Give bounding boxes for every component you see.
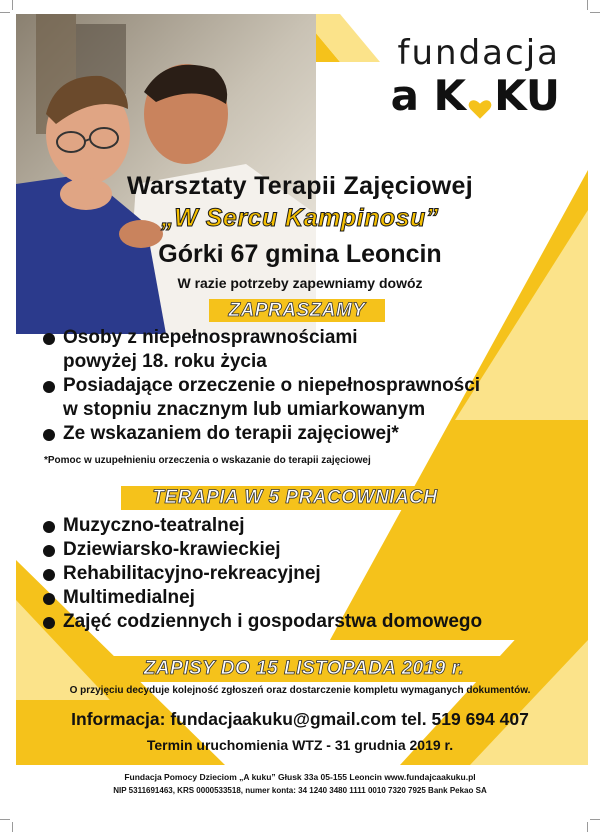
list-item: Ze wskazaniem do terapii zajęciowej* xyxy=(43,422,480,446)
start-date: Termin uruchomienia WTZ - 31 grudnia 2019 r. xyxy=(146,737,454,753)
logo-word-fundacja: fundacja xyxy=(397,33,560,73)
bullet-icon xyxy=(43,545,55,557)
fundacja-akuku-logo xyxy=(360,33,560,120)
list-item: Posiadające orzeczenie o niepełnosprawności w stopniu znacznym lub umiarkowanym xyxy=(43,374,480,422)
bullet-icon xyxy=(43,333,55,345)
list-item: Multimedialnej xyxy=(43,586,482,610)
list-item: Dziewiarsko-krawieckiej xyxy=(43,538,482,562)
bullet-icon xyxy=(43,429,55,441)
list-item: Rehabilitacyjno-rekreacyjnej xyxy=(43,562,482,586)
logo-word-akuku xyxy=(360,71,560,120)
bullet-icon xyxy=(43,569,55,581)
title-workshops: Warsztaty Terapii Zajęciowej xyxy=(126,172,473,200)
heart-icon xyxy=(467,86,493,112)
bullet-icon xyxy=(43,617,55,629)
address: Górki 67 gmina Leoncin xyxy=(158,240,442,268)
bullet-icon xyxy=(43,521,55,533)
title-kampinos: „W Sercu Kampinosu” xyxy=(161,204,439,232)
bullet-icon xyxy=(43,381,55,393)
list-item: Zajęć codziennych i gospodarstwa domowego xyxy=(43,610,482,634)
list-item: Osoby z niepełnosprawnościami powyżej 18. roku życia xyxy=(43,326,480,374)
logo-prefix: a xyxy=(390,71,419,120)
footer-address: Fundacja Pomocy Dzieciom „A kuku” Głusk 33a 05-155 Leoncin www.fundajcaakuku.pl xyxy=(124,772,476,782)
footer-registration-details: NIP 5311691463, KRS 0000533518, numer konta: 34 1240 3480 1111 0010 7320 7925 Bank Pekao SA xyxy=(113,786,487,795)
registration-fine-print: O przyjęciu decyduje kolejność zgłoszeń oraz dostarczenie kompletu wymaganych dokumentów. xyxy=(69,685,531,696)
logo-ku: KU xyxy=(494,71,560,120)
logo-k: K xyxy=(433,71,467,120)
contact-info: Informacja: fundacjaakuku@gmail.com tel. 519 694 407 xyxy=(71,709,529,729)
transport-note: W razie potrzeby zapewniamy dowóz xyxy=(177,275,423,291)
workshops-heading: TERAPIA W 5 PRACOWNIACH xyxy=(121,486,469,510)
list-item: Muzyczno-teatralnej xyxy=(43,514,482,538)
invite-list xyxy=(43,326,480,446)
invite-heading: ZAPRASZAMY xyxy=(209,299,385,322)
registration-heading: ZAPISY DO 15 LISTOPADA 2019 r. xyxy=(104,656,504,682)
footnote: *Pomoc w uzupełnieniu orzeczenia o wskazanie do terapii zajęciowej xyxy=(44,455,371,466)
bullet-icon xyxy=(43,593,55,605)
workshops-list xyxy=(43,514,482,634)
